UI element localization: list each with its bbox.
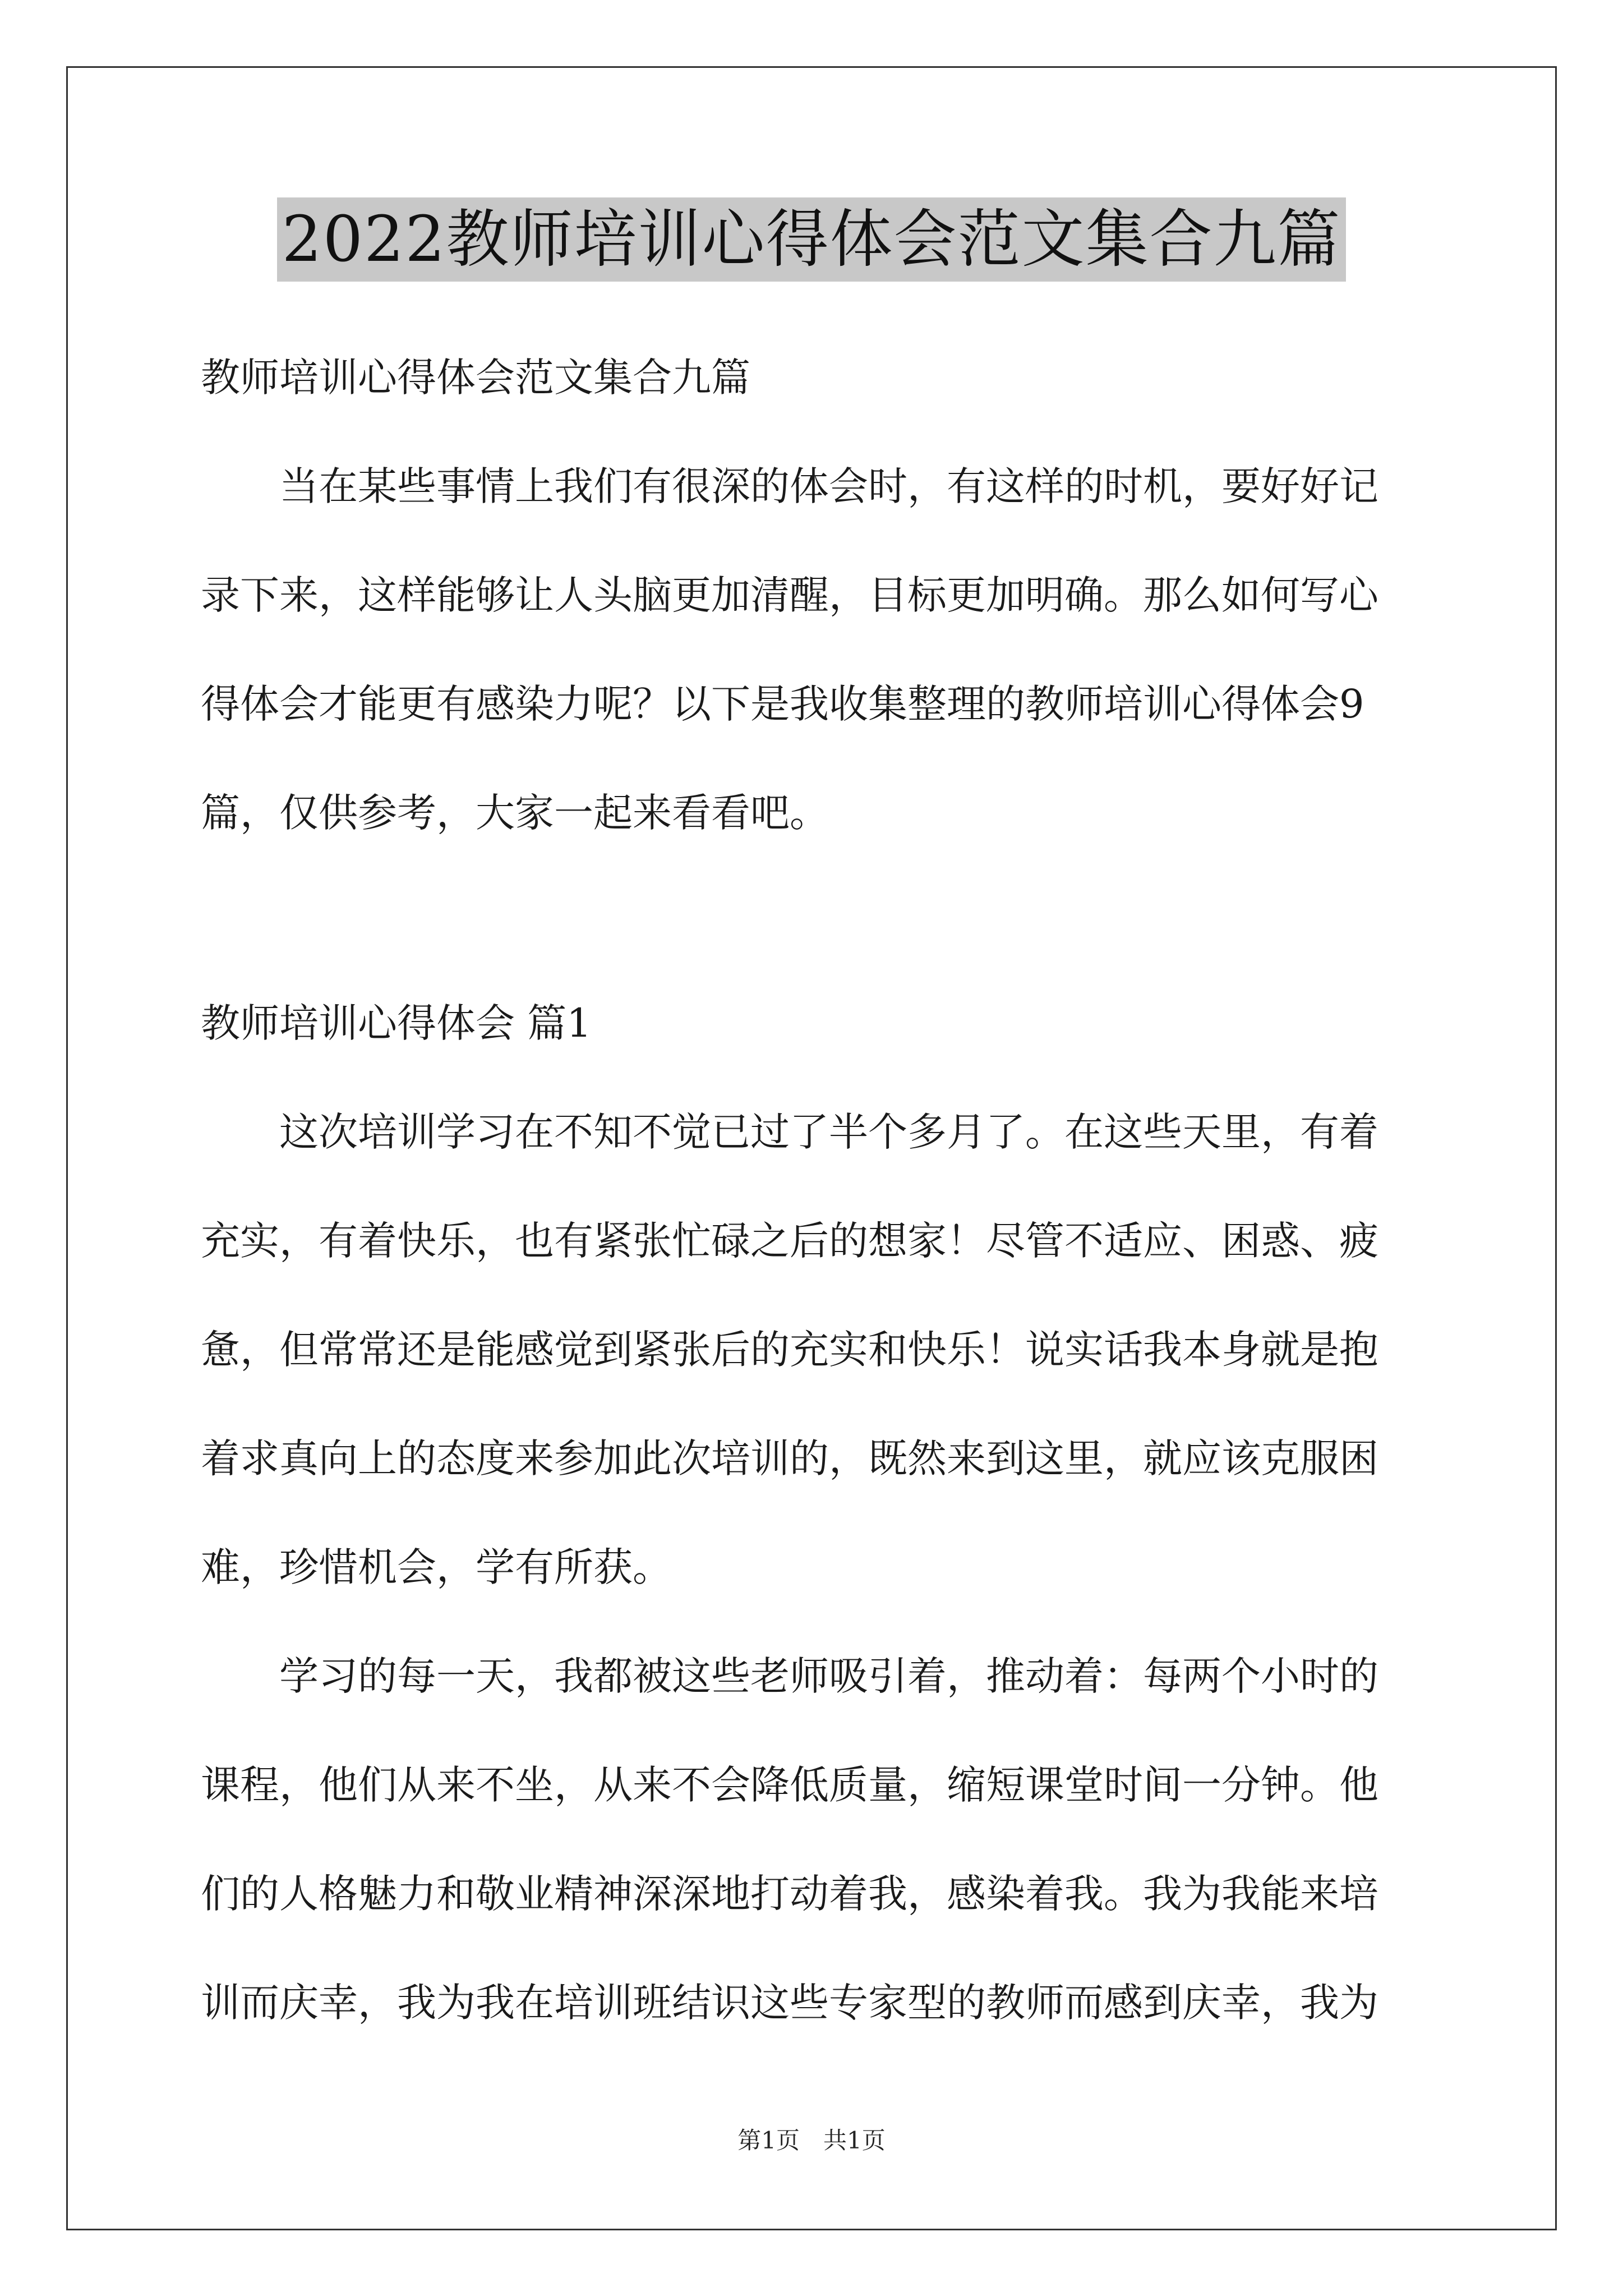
paragraph-line: 着求真向上的态度来参加此次培训的，既然来到这里，就应该克服困 — [201, 1435, 1378, 1481]
document-subtitle: 教师培训心得体会范文集合九篇 — [201, 355, 750, 401]
paragraph-line: 课程，他们从来不坐，从来不会降低质量，缩短课堂时间一分钟。他 — [201, 1762, 1378, 1808]
paragraph-line: 们的人格魅力和敬业精神深深地打动着我，感染着我。我为我能来培 — [201, 1871, 1378, 1917]
paragraph-line: 学习的每一天，我都被这些老师吸引着，推动着：每两个小时的 — [201, 1653, 1378, 1699]
paragraph-line: 训而庆幸，我为我在培训班结识这些专家型的教师而感到庆幸，我为 — [201, 1980, 1378, 2026]
title-container — [0, 197, 1623, 282]
page-footer: 第1页 共1页 — [737, 2127, 886, 2154]
paragraph-line: 难，珍惜机会，学有所获。 — [201, 1544, 672, 1590]
intro-line-4: 篇，仅供参考，大家一起来看看吧。 — [201, 790, 829, 836]
intro-line-1: 当在某些事情上我们有很深的体会时，有这样的时机，要好好记 — [201, 463, 1378, 509]
paragraph-line: 这次培训学习在不知不觉已过了半个多月了。在这些天里，有着 — [201, 1109, 1378, 1155]
intro-line-2: 录下来，这样能够让人头脑更加清醒，目标更加明确。那么如何写心 — [201, 572, 1378, 618]
intro-line-3: 得体会才能更有感染力呢？以下是我收集整理的教师培训心得体会9 — [201, 681, 1364, 727]
paragraph-line: 充实，有着快乐，也有紧张忙碌之后的想家！尽管不适应、困惑、疲 — [201, 1218, 1378, 1264]
paragraph-line: 惫，但常常还是能感觉到紧张后的充实和快乐！说实话我本身就是抱 — [201, 1327, 1378, 1373]
section-heading: 教师培训心得体会 篇1 — [201, 1000, 592, 1046]
document-title: 2022教师培训心得体会范文集合九篇 — [277, 197, 1345, 282]
